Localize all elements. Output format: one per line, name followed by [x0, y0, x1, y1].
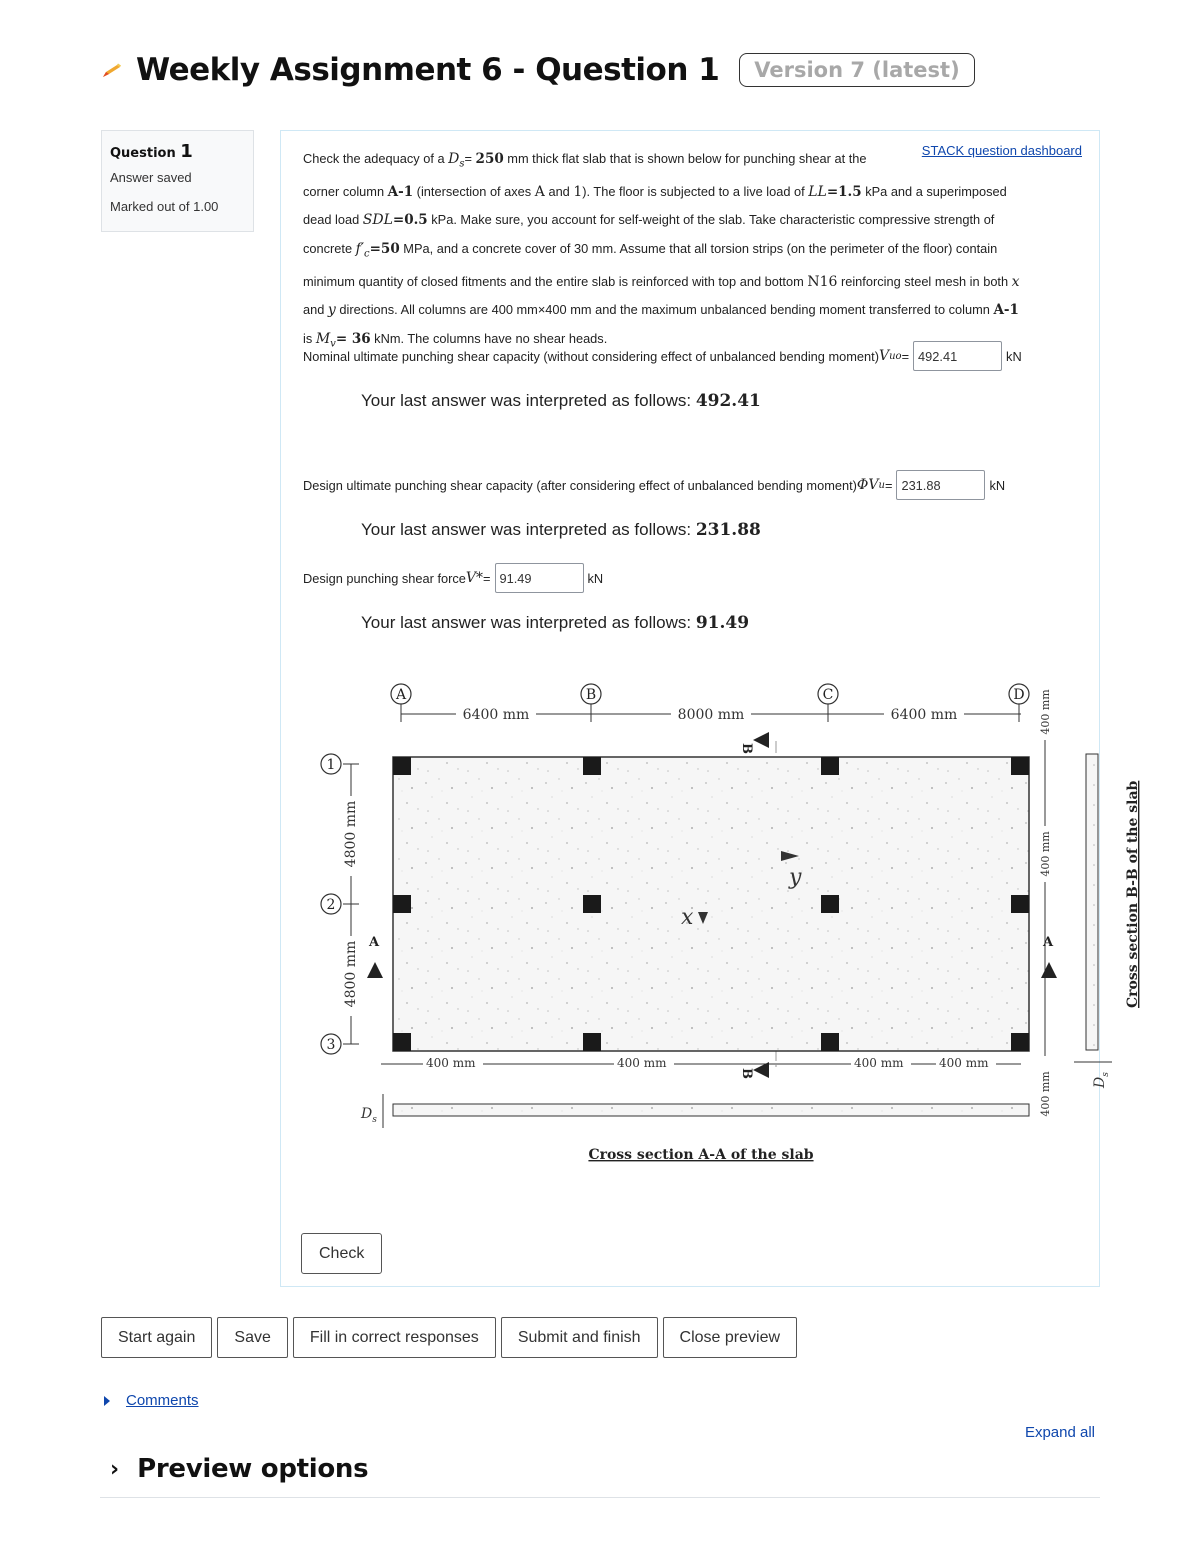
save-button[interactable]: Save [217, 1317, 287, 1358]
action-buttons [101, 1317, 797, 1358]
axis-label-b: B [585, 687, 597, 703]
span-label-23: 4800 mm [343, 940, 359, 1008]
answer-row-phivu: Design ultimate punching shear capacity (after considering effect of unbalanced bending moment) ΦV u = 231.88 kN [303, 470, 1005, 500]
span-label-bc: 8000 mm [677, 707, 745, 723]
cross-section-aa-label: Cross section A-A of the slab [588, 1147, 814, 1163]
interpretation-phivu: Your last answer was interpreted as follows: 231.88 [361, 520, 761, 540]
vuo-input[interactable] [913, 341, 1002, 371]
expand-all-link[interactable]: Expand all [1024, 1424, 1095, 1441]
axis-label-d: D [1013, 687, 1025, 703]
slab-plan-figure [301, 656, 1101, 1176]
answer-row-vuo: Nominal ultimate punching shear capacity (without considering effect of unbalanced bending moment) V uo = 492.41 kN [303, 341, 1022, 371]
preview-options-header[interactable] [110, 1454, 368, 1484]
caret-right-icon [104, 1396, 110, 1406]
y-direction-label: y [789, 865, 802, 890]
axis-label-2: 2 [326, 897, 336, 913]
marked-out-of: Marked out of 1.00 [110, 199, 219, 214]
page-header [100, 44, 975, 96]
axis-label-3: 3 [326, 1037, 336, 1053]
span-label-cd: 6400 mm [890, 707, 958, 723]
section-mark-a-left: A [369, 935, 380, 950]
ds-label-bb: $D_s$ [1092, 1072, 1111, 1088]
axis-label-1: 1 [326, 757, 336, 773]
question-content [280, 130, 1100, 1287]
question-info [101, 130, 254, 232]
col-dim-bottom-a: 400 mm [426, 1056, 476, 1070]
section-mark-b-bottom: B [739, 1068, 754, 1079]
interpretation-vstar: Your last answer was interpreted as follows: 91.49 [361, 613, 750, 633]
preview-options-title: Preview options [137, 1454, 369, 1484]
axis-label-a: A [395, 687, 407, 703]
span-label-ab: 6400 mm [462, 707, 530, 723]
col-dim-bottom-c: 400 mm [854, 1056, 904, 1070]
col-dim-right-bottom: 400 mm [1039, 1071, 1052, 1117]
x-direction-label: x [681, 905, 694, 930]
stack-dashboard-link[interactable]: STACK question dashboard [921, 143, 1082, 158]
span-label-12: 4800 mm [343, 800, 359, 868]
question-text: Check the adequacy of a $D_s= 250$ mm thick flat slab that is shown below for punching shear at the corner column A-1 (intersection of axes A and 1). The floor is subjected to a live load of LL=1.5 kPa and a superimposed dead load SDL=0.5 kPa. Make sure, you account for self-weight of the slab. Take characteristic compressive strength of concrete $f'_c=50$ MPa, and a concrete cover of 30 mm. Assume that all torsion strips (on the perimeter of the floor) contain minimum quantity of closed fitments and the entire slab is reinforced with top and bottom N16 reinforcing steel mesh in both x and y directions. All columns are 400 mm×400 mm and the maximum unbalanced bending moment transferred to column A-1 is $M_v= 36$ kNm. The columns have no shear heads. [303, 151, 1020, 350]
answer-status: Answer saved [110, 170, 192, 185]
comments-toggle[interactable] [104, 1392, 199, 1409]
ds-label-aa: $D_s$ [361, 1106, 377, 1125]
submit-finish-button[interactable]: Submit and finish [501, 1317, 658, 1358]
page-title: Weekly Assignment 6 - Question 1 [136, 52, 720, 88]
cross-section-bb-figure [1070, 740, 1170, 1100]
col-dim-bottom-d: 400 mm [939, 1056, 989, 1070]
fill-correct-button[interactable]: Fill in correct responses [293, 1317, 496, 1358]
check-button[interactable]: Check [301, 1233, 382, 1274]
interpretation-vuo: Your last answer was interpreted as follows: 492.41 [361, 391, 761, 411]
phivu-input[interactable] [896, 470, 985, 500]
answer-row-vstar: Design punching shear force V* = 91.49 kN [303, 563, 603, 593]
chevron-right-icon: › [110, 1456, 120, 1482]
question-number: Question 1 [110, 141, 193, 162]
vstar-input[interactable] [495, 563, 584, 593]
version-badge: Version 7 (latest) [739, 53, 974, 87]
section-mark-b-top: B [739, 743, 754, 754]
col-dim-bottom-b: 400 mm [617, 1056, 667, 1070]
col-dim-right-mid: 400 mm [1039, 831, 1052, 877]
close-preview-button[interactable]: Close preview [663, 1317, 797, 1358]
pencil-icon [100, 58, 124, 82]
comments-link[interactable]: Comments [126, 1392, 199, 1409]
cross-section-bb-label: Cross section B-B of the slab [1125, 780, 1141, 1008]
start-again-button[interactable]: Start again [101, 1317, 212, 1358]
axis-label-c: C [822, 687, 834, 703]
section-mark-a-right: A [1043, 935, 1054, 950]
divider [100, 1497, 1100, 1498]
col-dim-right-top: 400 mm [1039, 689, 1052, 735]
